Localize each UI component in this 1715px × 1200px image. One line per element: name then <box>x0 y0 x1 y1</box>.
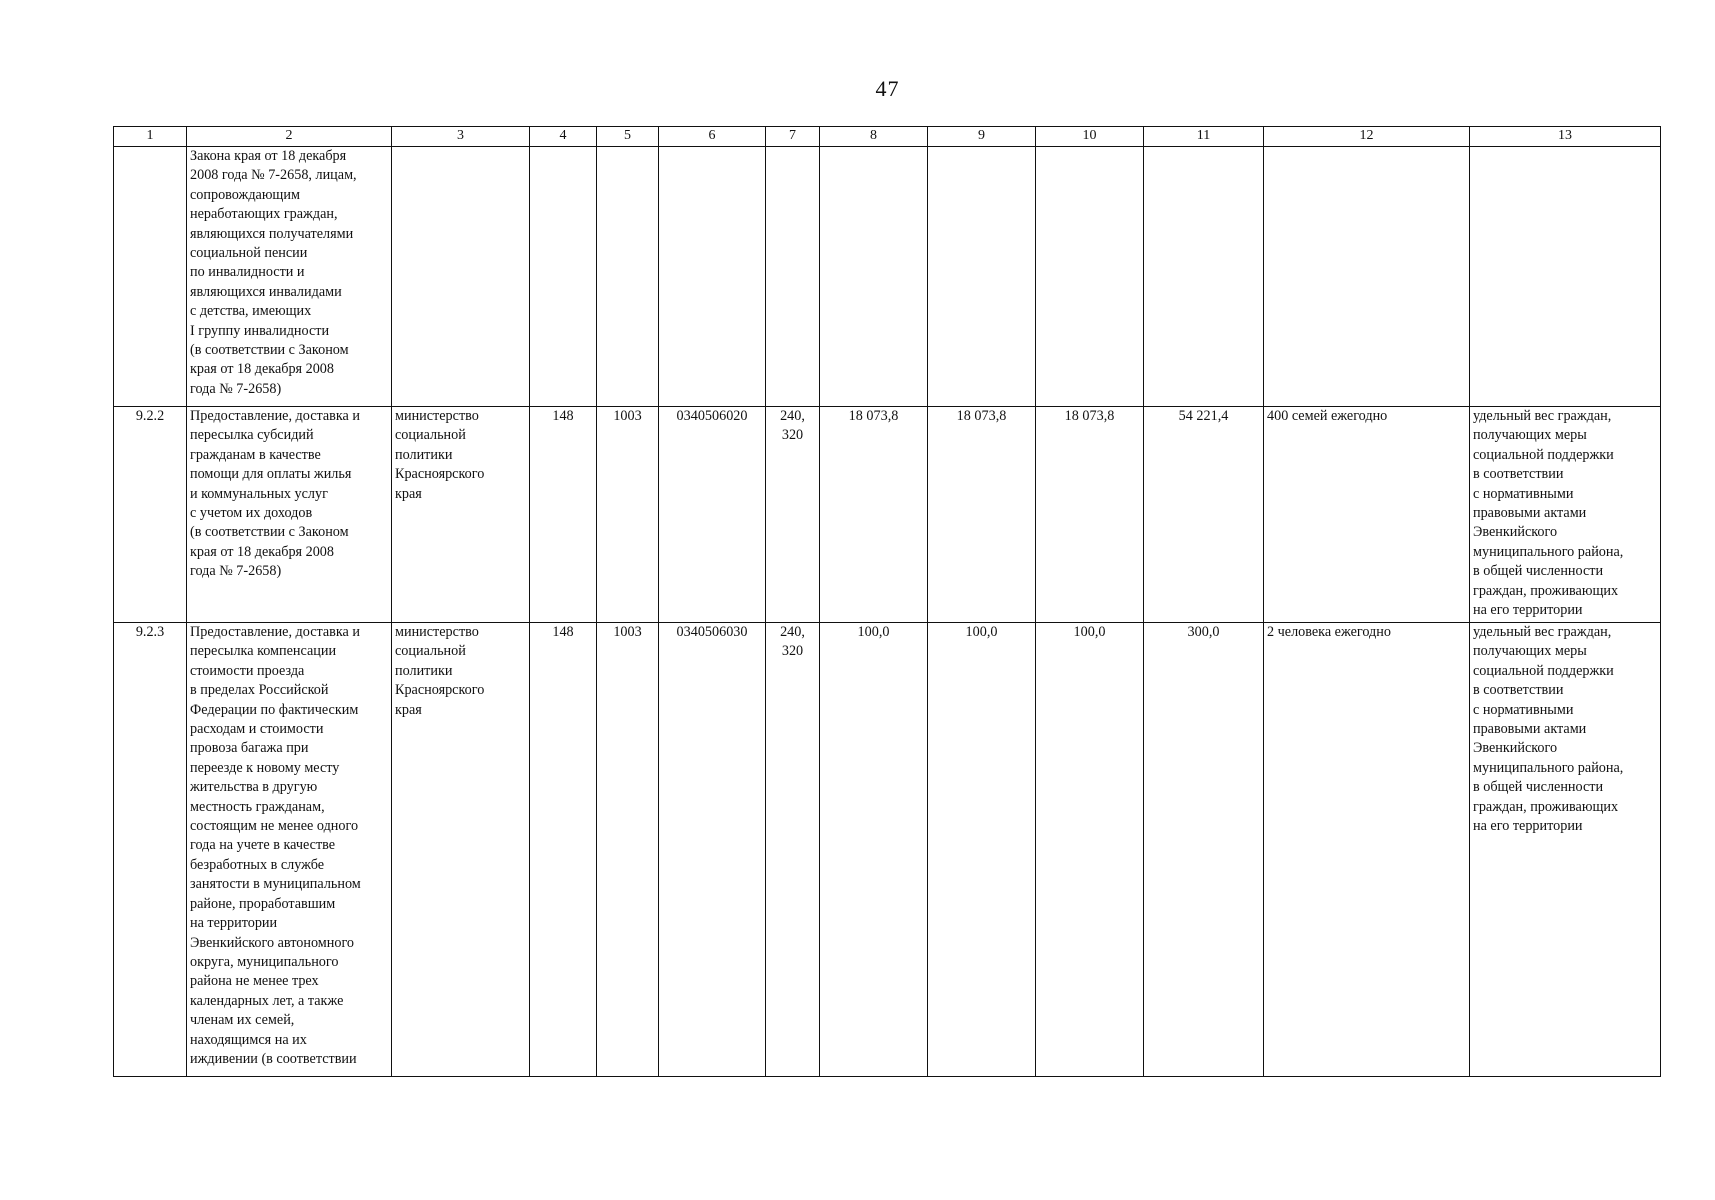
amount-total <box>1144 147 1264 407</box>
executor-cell: министерство социальной политики Красноярского края <box>392 407 530 623</box>
section-code: 1003 <box>597 623 659 1077</box>
grbs-code <box>530 147 597 407</box>
activity-description: Предоставление, доставка и пересылка компенсации стоимости проезда в пределах Российской Федерации по фактическим расходам и стоимости провоза багажа при переезде к новому месту жительства в другую местность гражданам, состоящим не менее одного года на учете в качестве безработных в службе занятости в муниципальном районе, проработавшим на территории Эвенкийского автономного округа, муниципального района не менее трех календарных лет, а также членам их семей, находящимся на их иждивении (в соответствии <box>187 623 392 1077</box>
program-table <box>113 126 1661 1077</box>
col-header-7: 7 <box>766 127 820 147</box>
executor-cell <box>392 147 530 407</box>
col-header-3: 3 <box>392 127 530 147</box>
executor-cell: министерство социальной политики Красноярского края <box>392 623 530 1077</box>
expected-result: 400 семей ежегодно <box>1264 407 1470 623</box>
grbs-code: 148 <box>530 623 597 1077</box>
grbs-code: 148 <box>530 407 597 623</box>
amount-year-3: 18 073,8 <box>1036 407 1144 623</box>
target-article-code: 0340506020 <box>659 407 766 623</box>
amount-year-2 <box>928 147 1036 407</box>
target-article-code <box>659 147 766 407</box>
row-number: 9.2.2 <box>114 407 187 623</box>
col-header-4: 4 <box>530 127 597 147</box>
amount-total: 54 221,4 <box>1144 407 1264 623</box>
col-header-12: 12 <box>1264 127 1470 147</box>
amount-year-3: 100,0 <box>1036 623 1144 1077</box>
activity-description: Закона края от 18 декабря 2008 года № 7-2658, лицам, сопровождающим неработающих граждан, являющихся получателями социальной пенсии по инвалидности и являющихся инвалидами с детства, имеющих I группу инвалидности (в соответствии с Законом края от 18 декабря 2008 года № 7-2658) <box>187 147 392 407</box>
section-code <box>597 147 659 407</box>
col-header-6: 6 <box>659 127 766 147</box>
table-row <box>114 407 1661 623</box>
amount-total: 300,0 <box>1144 623 1264 1077</box>
page-number: 47 <box>875 76 900 101</box>
amount-year-1: 18 073,8 <box>820 407 928 623</box>
col-header-11: 11 <box>1144 127 1264 147</box>
expense-type-code <box>766 147 820 407</box>
activity-description: Предоставление, доставка и пересылка субсидий гражданам в качестве помощи для оплаты жилья и коммунальных услуг с учетом их доходов (в соответствии с Законом края от 18 декабря 2008 года № 7-2658) <box>187 407 392 623</box>
expected-result <box>1264 147 1470 407</box>
table-row <box>114 147 1661 407</box>
col-header-13: 13 <box>1470 127 1661 147</box>
expected-result: 2 человека ежегодно <box>1264 623 1470 1077</box>
col-header-9: 9 <box>928 127 1036 147</box>
section-code: 1003 <box>597 407 659 623</box>
expense-type-code: 240, 320 <box>766 407 820 623</box>
col-header-10: 10 <box>1036 127 1144 147</box>
col-header-8: 8 <box>820 127 928 147</box>
col-header-2: 2 <box>187 127 392 147</box>
indicator-cell <box>1470 147 1661 407</box>
expense-type-code: 240, 320 <box>766 623 820 1077</box>
amount-year-2: 18 073,8 <box>928 407 1036 623</box>
amount-year-1 <box>820 147 928 407</box>
col-header-5: 5 <box>597 127 659 147</box>
amount-year-1: 100,0 <box>820 623 928 1077</box>
header-row <box>114 127 1661 147</box>
col-header-1: 1 <box>114 127 187 147</box>
amount-year-2: 100,0 <box>928 623 1036 1077</box>
table-row <box>114 623 1661 1077</box>
row-number <box>114 147 187 407</box>
indicator-cell: удельный вес граждан, получающих меры социальной поддержки в соответствии с нормативными правовыми актами Эвенкийского муниципального района, в общей численности граждан, проживающих на его территории <box>1470 407 1661 623</box>
target-article-code: 0340506030 <box>659 623 766 1077</box>
indicator-cell: удельный вес граждан, получающих меры социальной поддержки в соответствии с нормативными правовыми актами Эвенкийского муниципального района, в общей численности граждан, проживающих на его территории <box>1470 623 1661 1077</box>
amount-year-3 <box>1036 147 1144 407</box>
row-number: 9.2.3 <box>114 623 187 1077</box>
